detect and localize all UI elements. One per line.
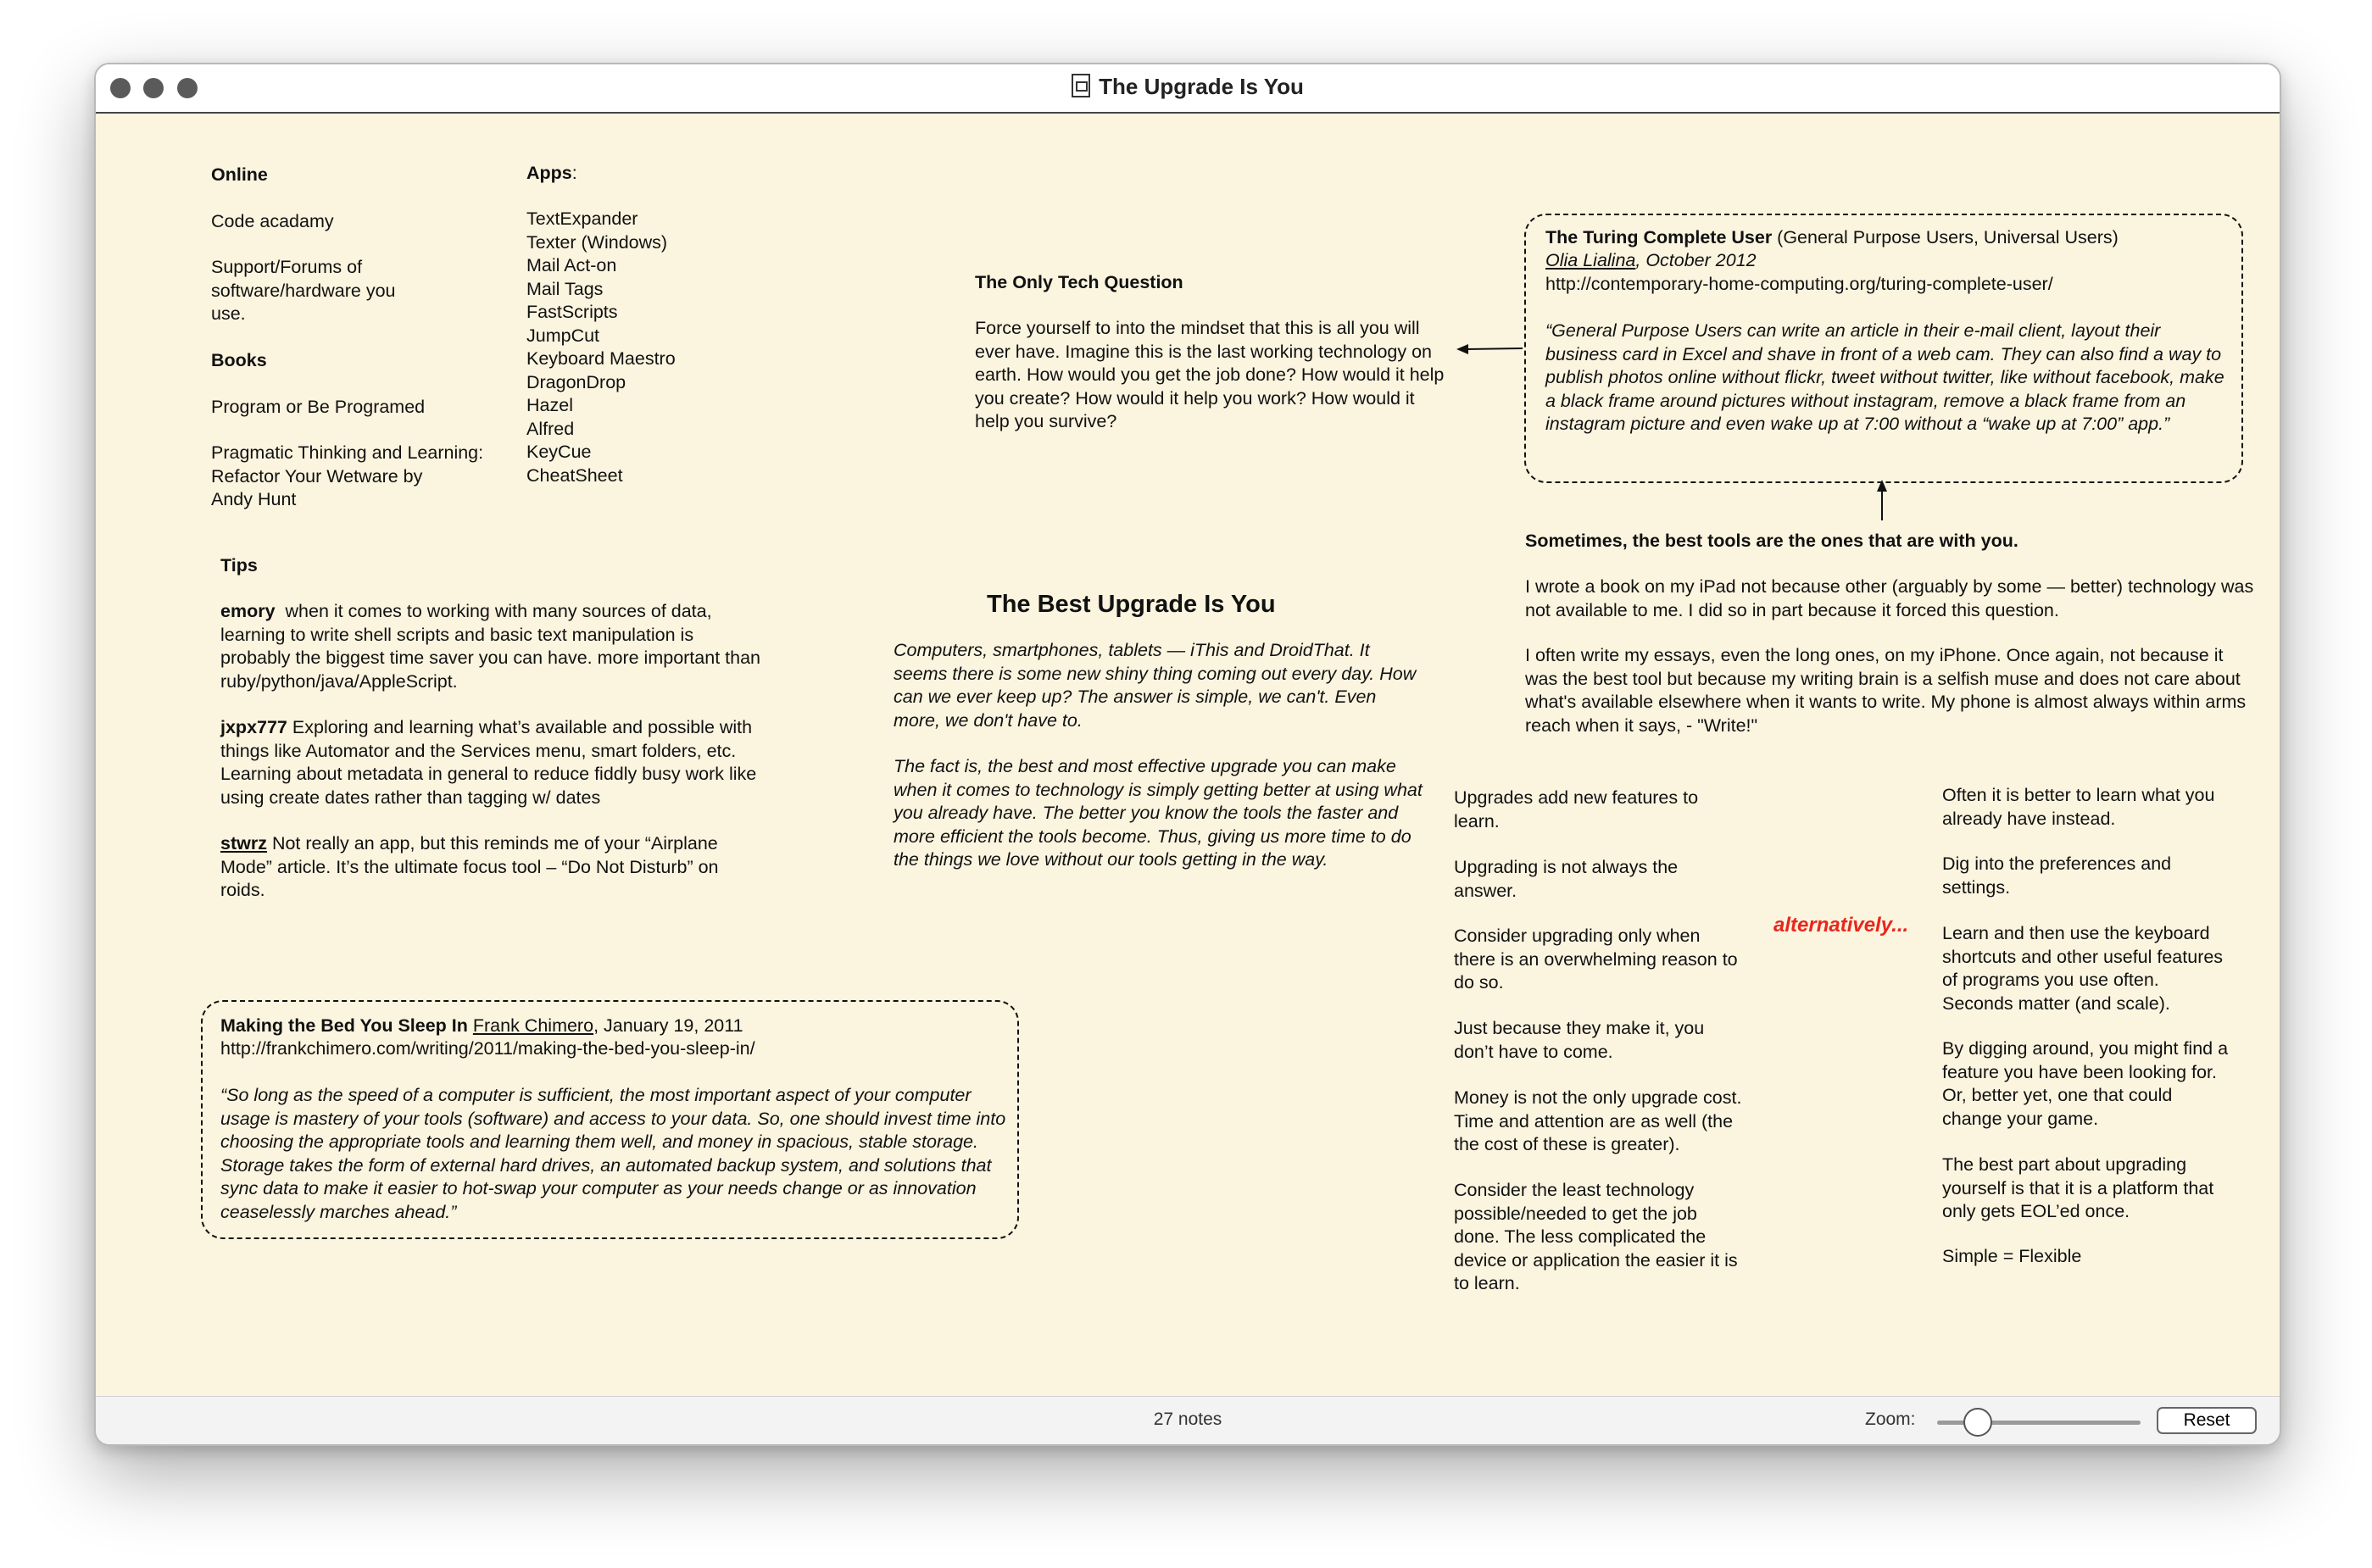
status-bar: [96, 1396, 2280, 1444]
tips-heading[interactable]: Tips: [220, 555, 258, 575]
alternatively-label[interactable]: alternatively...: [1773, 914, 1909, 937]
zoom-label: Zoom:: [1865, 1410, 1916, 1429]
book-item[interactable]: Pragmatic Thinking and Learning: Refactor Your Wetware by Andy Hunt: [211, 442, 484, 509]
best-tools-paragraph[interactable]: I often write my essays, even the long ones, on my iPhone. Once again, not because it was the best tool but because my writing brain is a selfish muse and does not care about what's available elsewhere when it wants to write. My phone is almost always within arms reach when it says, - "Write!": [1525, 645, 2247, 736]
tip-text: Exploring and learning what’s available and possible with things like Automator and the Services menu, smart folders, etc. Learning about metadata in general to reduce fiddly busy work like using create dates rather than tagging w/ dates: [220, 717, 757, 808]
arrow-head: [1456, 344, 1468, 354]
online-heading[interactable]: Online: [211, 164, 268, 185]
tip-text: when it comes to working with many sources of data, learning to write shell scripts and basic text manipulation is probably the biggest time saver you can have. more important than ruby/python/java/AppleScript.: [220, 601, 760, 692]
best-tools-heading[interactable]: Sometimes, the best tools are the ones that are with you.: [1525, 531, 2018, 551]
making-bed-url[interactable]: http://frankchimero.com/writing/2011/making-the-bed-you-sleep-in/: [220, 1038, 755, 1059]
notes-canvas[interactable]: [96, 114, 2280, 1395]
tech-question-body[interactable]: Force yourself to into the mindset that this is all you will ever have. Imagine this is the last working technology on earth. How would you get the job done? How would it help you create? How would it help you work? How would it help you survive?: [975, 318, 1445, 431]
making-bed-quote: “So long as the speed of a computer is sufficient, the most important aspect of your computer usage is mastery of your tools (software) and access to your data. So, one should invest time into choosing the appropriate tools and learning them well, and money in spacious, stable storage. Storage takes the form of external hard drives, an automated backup system, and solutions that sync data to make it easier to hot-swap your computer as your needs change or as innovation ceaselessly marches ahead.”: [220, 1085, 1006, 1222]
online-item[interactable]: Support/Forums of software/hardware you use.: [211, 257, 396, 324]
upgrade-note[interactable]: Consider upgrading only when there is an overwhelming reason to do so.: [1454, 926, 1738, 993]
notes-count: 27 notes: [1153, 1410, 1222, 1429]
learn-note[interactable]: By digging around, you might find a feature you have been looking for. Or, better yet, one that could change your game.: [1942, 1038, 2229, 1129]
making-bed-title: Making the Bed You Sleep In: [220, 1015, 468, 1036]
window-title: [96, 74, 2280, 100]
making-bed-author-link[interactable]: Frank Chimero: [472, 1015, 594, 1036]
best-upgrade-paragraph[interactable]: Computers, smartphones, tablets — iThis and DroidThat. It seems there is some new shiny thing coming out every day. How can we ever keep up? The answer is simple, we can't. Even more, we don't have to.: [894, 640, 1417, 731]
best-tools-paragraph[interactable]: I wrote a book on my iPad not because other (arguably by some — better) technology was not available to me. I did so in part because it forced this question.: [1525, 576, 2254, 620]
apps-heading[interactable]: Apps:: [526, 163, 577, 183]
learn-note[interactable]: Learn and then use the keyboard shortcuts and other useful features of programs you use often. Seconds matter (and scale).: [1942, 923, 2224, 1014]
best-upgrade-paragraph[interactable]: The fact is, the best and most effective upgrade you can make when it comes to technology is simply getting better at using what you already have. The better you know the tools the faster and more efficient the tools become. Thus, giving us more time to do the things we love without our tools getting in the way.: [894, 756, 1423, 870]
document-icon: [1072, 74, 1090, 97]
zoom-slider-thumb[interactable]: [1963, 1408, 1992, 1437]
upgrade-note[interactable]: Consider the least technology possible/needed to get the job done. The less complicated the device or application the easier it is to learn.: [1454, 1180, 1738, 1293]
upgrade-note[interactable]: Upgrades add new features to learn.: [1454, 787, 1699, 831]
apps-heading-text: Apps: [526, 163, 572, 183]
learn-note[interactable]: Often it is better to learn what you already have instead.: [1942, 785, 2215, 829]
upgrade-note[interactable]: Just because they make it, you don’t have to come.: [1454, 1018, 1705, 1062]
tip-author: jxpx777: [220, 717, 287, 737]
best-upgrade-heading[interactable]: The Best Upgrade Is You: [987, 591, 1276, 618]
learn-note[interactable]: Dig into the preferences and settings.: [1942, 854, 2172, 898]
turing-quote: “General Purpose Users can write an article in their e-mail client, layout their business card in Excel and shave in front of a web cam. They can also find a way to publish photos online without flickr, tweet without twitter, like without facebook, make a black frame around pictures without instagram, remove a black frame from an instagram picture and even wake up at 7:00 without a “wake up at 7:00” app.”: [1545, 320, 2224, 434]
title-bar: [96, 64, 2280, 114]
arrow-line: [1467, 348, 1523, 349]
tip-text: Not really an app, but this reminds me of your “Airplane Mode” article. It’s the ultimate focus tool – “Do Not Disturb” on roids.: [220, 833, 719, 900]
learn-note[interactable]: The best part about upgrading yourself is that it is a platform that only gets EOL’ed once.: [1942, 1154, 2214, 1221]
upgrade-note[interactable]: Money is not the only upgrade cost. Time and attention are as well (the the cost of these is greater).: [1454, 1087, 1742, 1154]
turing-title: The Turing Complete User: [1545, 227, 1773, 247]
upgrade-note[interactable]: Upgrading is not always the answer.: [1454, 857, 1679, 901]
window-title-text: The Upgrade Is You: [1099, 74, 1304, 99]
book-item[interactable]: Program or Be Programed: [211, 397, 426, 417]
turing-url[interactable]: http://contemporary-home-computing.org/turing-complete-user/: [1545, 274, 2053, 294]
tech-question-heading[interactable]: The Only Tech Question: [975, 272, 1183, 292]
arrow-head: [1877, 480, 1887, 492]
tip-author: stwrz: [220, 833, 267, 854]
online-item[interactable]: Code acadamy: [211, 211, 334, 231]
turing-author-link[interactable]: Olia Lialina: [1545, 250, 1636, 270]
books-heading[interactable]: Books: [211, 350, 267, 370]
turing-subtitle: (General Purpose Users, Universal Users): [1772, 227, 2119, 247]
learn-note[interactable]: Simple = Flexible: [1942, 1246, 2082, 1266]
making-bed-date: , January 19, 2011: [593, 1015, 743, 1036]
apps-list[interactable]: TextExpander Texter (Windows) Mail Act-on Mail Tags FastScripts JumpCut Keyboard Maestro DragonDrop Hazel Alfred KeyCue CheatSheet: [526, 209, 676, 486]
app-window: [94, 63, 2281, 1446]
turing-date: , October 2012: [1635, 250, 1757, 270]
reset-button[interactable]: Reset: [2157, 1407, 2257, 1434]
tip-author: emory: [220, 601, 276, 621]
